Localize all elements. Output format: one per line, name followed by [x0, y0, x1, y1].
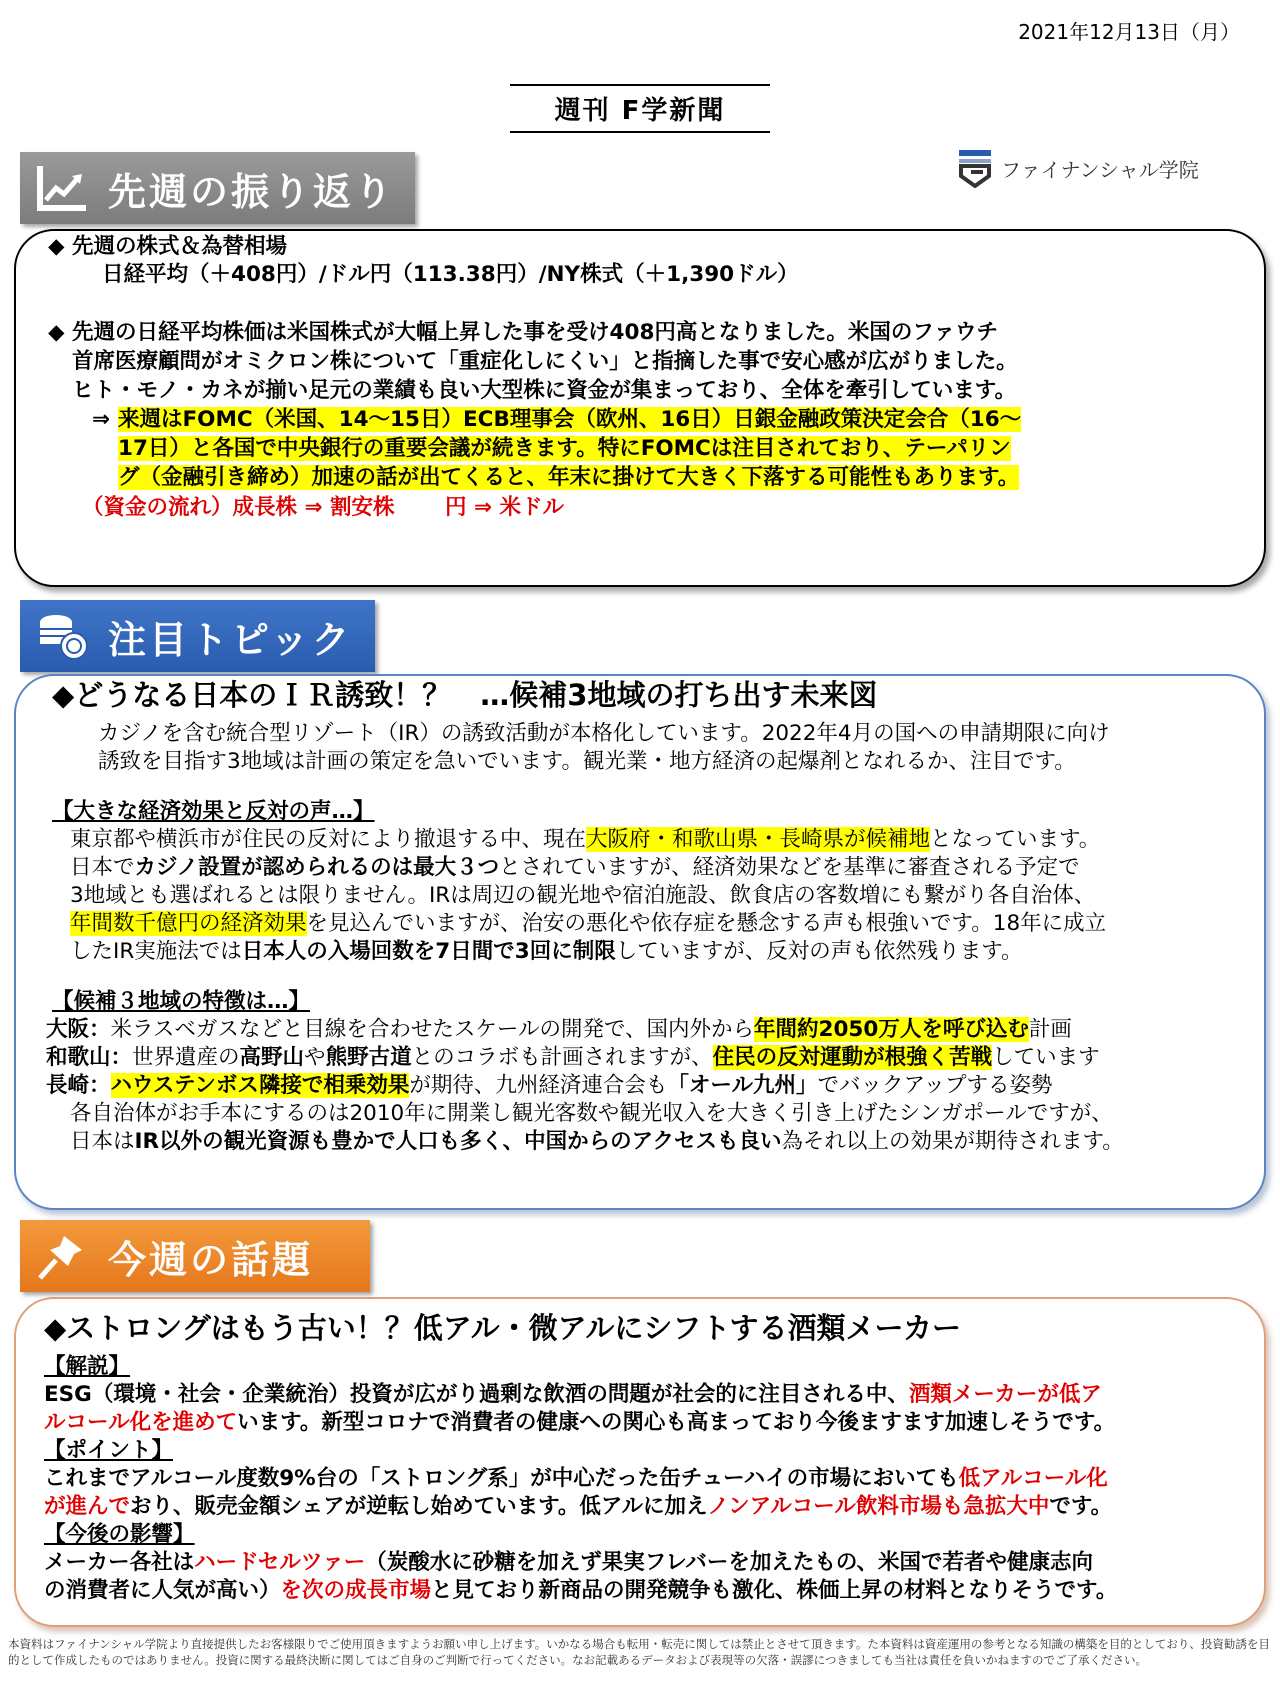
topic-headline: ◆どうなる日本のＩＲ誘致！？ …候補3地域の打ち出す未来図 [52, 678, 878, 712]
topic-box [14, 674, 1266, 1210]
red-run: ルコール化を進めて [44, 1410, 238, 1435]
text-run: や [304, 1045, 326, 1070]
bold-run: 熊野古道 [325, 1045, 412, 1070]
subheading: 【候補３地域の特徴は…】 [52, 989, 311, 1014]
text-run: メーカー各社は [44, 1550, 195, 1575]
text-run: が期待、九州経済連合会も [409, 1073, 668, 1098]
weekly-headline: ◆ストロングはもう古い！？低アル・微アルにシフトする酒類メーカー [44, 1311, 961, 1345]
section-title: 注目トピック [108, 617, 353, 662]
highlight-run: 年間約2050万人を呼び込む [754, 1017, 1029, 1042]
logo-icon [957, 148, 993, 188]
text-run: 世界遺産の [132, 1045, 240, 1070]
text-run: とのコラボも計画されますが、 [411, 1045, 713, 1070]
arrow-symbol: ⇒ [92, 407, 111, 432]
pushpin-icon [28, 1225, 96, 1287]
subheading: 【解説】 [44, 1354, 131, 1379]
intro-line: カジノを含む統合型リゾート（IR）の誘致活動が本格化しています。2022年4月の国への申請期限に向け [98, 721, 1110, 746]
text-run: を見込んでいますが、治安の悪化や依存症を懸念する声も根強いです。18年に成立 [306, 911, 1107, 936]
text-run: しています [992, 1045, 1100, 1070]
subheading: 【大きな経済効果と反対の声…】 [52, 799, 375, 824]
coins-icon [28, 605, 96, 667]
intro-line: 誘致を目指す3地域は計画の策定を急いでいます。観光業・地方経済の起爆剤となれるか、注目です。 [98, 749, 1076, 774]
subheading: 【ポイント】 [44, 1438, 174, 1463]
text-run: 日本で [70, 855, 135, 880]
text-run: とされていますが、経済効果などを基準に審査される予定で [499, 855, 1080, 880]
review-box [14, 229, 1266, 587]
text-run: おり、販売金額シェアが逆転し始めています。低アルに加え [130, 1494, 708, 1519]
red-run: 低アルコール化 [958, 1466, 1108, 1491]
text-run: です。 [1049, 1494, 1113, 1519]
paragraph-line: ◆ 先週の日経平均株価は米国株式が大幅上昇した事を受け408円高となりました。米国のファウチ [48, 320, 998, 345]
chart-trend-icon [28, 157, 96, 219]
text-run: 米ラスベガスなどと目線を合わせたスケールの開発で、国内外から [110, 1017, 755, 1042]
red-run: を次の成長市場 [280, 1578, 432, 1603]
region-label: 大阪： [46, 1017, 111, 1042]
text-run: したIR実施法では [70, 939, 242, 964]
region-label: 和歌山： [46, 1045, 133, 1070]
text-line: 3地域とも選ばれるとは限りません。IRは周辺の観光地や宿泊施設、飲食店の客数増にも繋がり各自治体、 [70, 883, 1096, 908]
disclaimer: 本資料はファイナンシャル学院より直接提供したお客様限りでご使用頂きますようお願い申し上げます。いかなる場合も転用・転売に関しては禁止とさせて頂きます。た本資料は資産運用の参考となる知識の構築を目的としており、投資勧誘を目的として作成したものではありません。投資に関する最終決断に関してはご自身のご判断で行ってください。なお記載あるデータおよび表現等の欠落・誤謬につきましても当社は責任を負いかねますのでご了承ください。 [8, 1637, 1270, 1667]
money-flow: （資金の流れ）成長株 ⇒ 割安株 円 ⇒ 米ドル [82, 495, 564, 520]
region-label: 長崎： [46, 1073, 111, 1098]
subheading: 【今後の影響】 [44, 1522, 195, 1547]
bold-run: IR以外の観光資源も豊かで人口も多く、中国からのアクセスも良い [134, 1129, 782, 1154]
paragraph-line: 首席医療顧問がオミクロン株について「重症化しにくい」と指摘した事で安心感が広がりました。 [72, 349, 1018, 374]
text-line: 各自治体がお手本にするのは2010年に開業し観光客数や観光収入を大きく引き上げたシンガポールですが、 [70, 1101, 1113, 1126]
red-run: ノンアルコール飲料市場も急拡大中 [707, 1494, 1050, 1519]
highlight-run: 住民の反対運動が根強く苦戦 [712, 1045, 993, 1070]
red-run: が進んで [44, 1494, 131, 1519]
text-run: となっています。 [930, 827, 1101, 852]
highlight-run: ハウステンボス隣接で相乗効果 [110, 1073, 410, 1098]
section-title: 今週の話題 [108, 1237, 314, 1282]
bold-run: 「オール九州」 [667, 1073, 818, 1098]
highlight-line: グ（金融引き締め）加速の話が出てくると、年末に掛けて大きく下落する可能性もあります。 [118, 465, 1020, 490]
bold-run: 日本人の入場回数を7日間で3回に制限 [241, 939, 616, 964]
paragraph-line: ヒト・モノ・カネが揃い足元の業績も良い大型株に資金が集まっており、全体を牽引しています。 [72, 378, 1017, 403]
highlight-run: 年間数千億円の経済効果 [70, 911, 307, 936]
text-run: （炭酸水に砂糖を加えず果実フレバーを加えたもの、米国で若者や健康志向 [365, 1550, 1094, 1575]
text-run: の消費者に人気が高い） [44, 1578, 281, 1603]
text-run: 為それ以上の効果が期待されます。 [781, 1129, 1124, 1154]
bold-run: カジノ設置が認められるのは最大３つ [134, 855, 500, 880]
logo-text: ファイナンシャル学院 [1001, 157, 1199, 182]
market-summary: 日経平均（＋408円）/ドル円（113.38円）/NY株式（＋1,390ドル） [102, 262, 799, 287]
bullet-title: ◆ 先週の株式＆為替相場 [48, 234, 288, 259]
text-run: 東京都や横浜市が住民の反対により撤退する中、現在 [70, 827, 587, 852]
highlight-run: 大阪府・和歌山県・長崎県が候補地 [586, 827, 931, 852]
logo [957, 148, 1199, 188]
red-run: 酒類メーカーが低ア [908, 1382, 1102, 1407]
text-run: していますが、反対の声も依然残ります。 [615, 939, 1023, 964]
weekly-box [14, 1297, 1266, 1627]
highlight-line: 来週はFOMC（米国、14～15日）ECB理事会（欧州、16日）日銀金融政策決定会合（16～ [118, 407, 1022, 432]
text-run: これまでアルコール度数9%台の「ストロング系」が中心だった缶チューハイの市場においても [44, 1466, 959, 1491]
text-run: います。新型コロナで消費者の健康への関心も高まっており今後ますます加速しそうです。 [237, 1410, 1116, 1435]
section-header-weekly [20, 1220, 370, 1292]
highlight-line: 17日）と各国で中央銀行の重要会議が続きます。特にFOMCは注目されており、テーパリン [118, 436, 1011, 461]
section-title: 先週の振り返り [108, 169, 396, 214]
text-run: 計画 [1028, 1017, 1072, 1042]
paper-title: 週刊 F学新聞 [510, 84, 770, 133]
text-run: 日本は [70, 1129, 135, 1154]
section-header-review [20, 152, 415, 224]
section-header-topic [20, 600, 375, 672]
issue-date: 2021年12月13日（月） [1018, 20, 1240, 44]
text-run: でバックアップする姿勢 [817, 1073, 1053, 1098]
red-run: ハードセルツァー [194, 1550, 366, 1575]
text-run: と見ており新商品の開発競争も激化、株価上昇の材料となりそうです。 [431, 1578, 1118, 1603]
text-run: ESG（環境・社会・企業統治）投資が広がり過剰な飲酒の問題が社会的に注目される中、 [44, 1382, 909, 1407]
bold-run: 高野山 [239, 1045, 305, 1070]
